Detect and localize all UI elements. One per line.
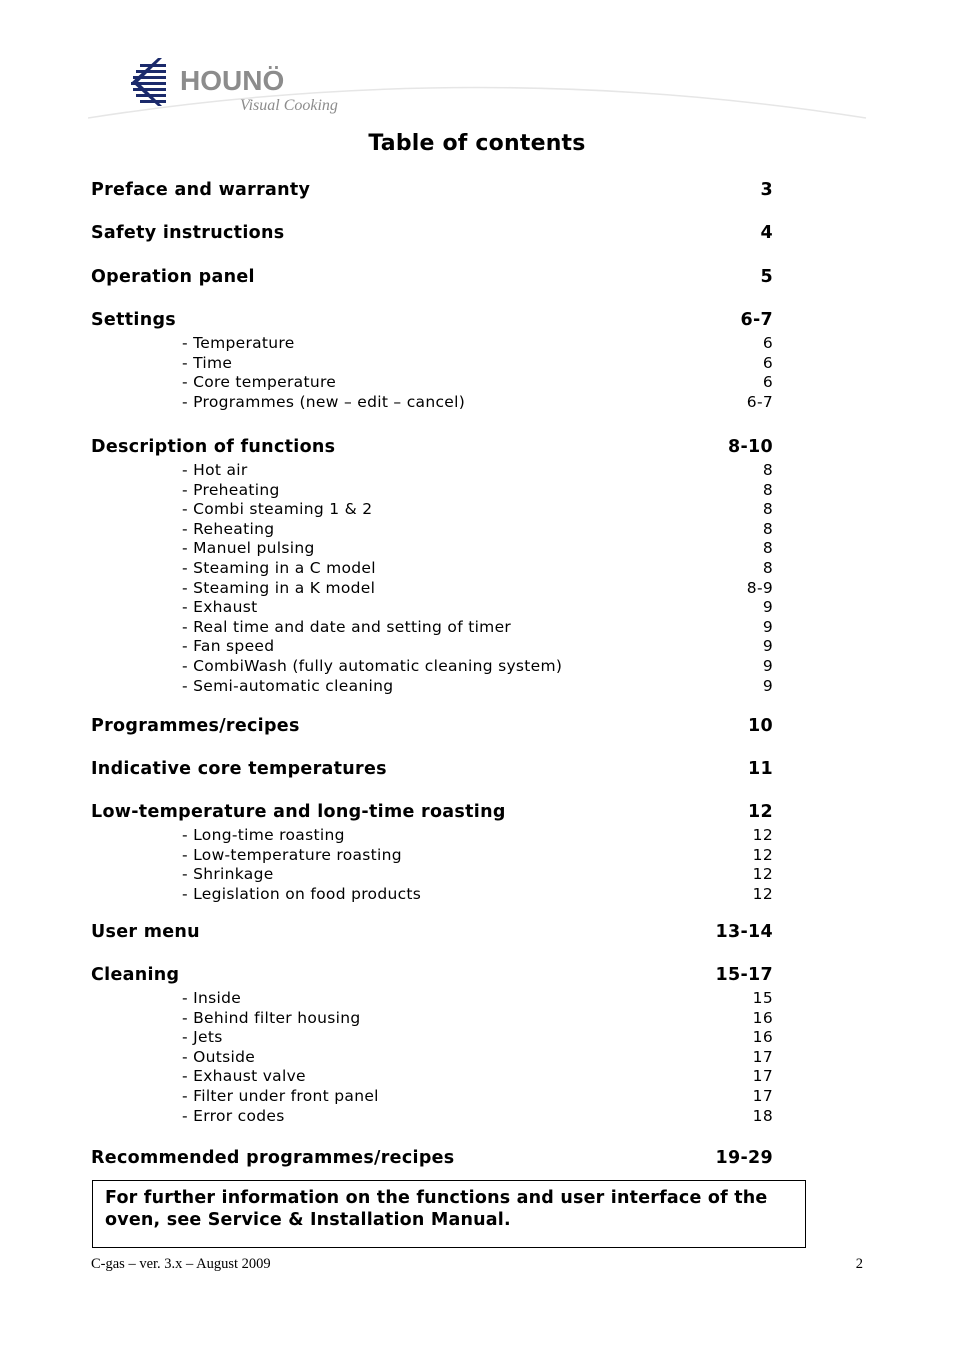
- toc-entry-label: Settings: [91, 310, 177, 330]
- toc-subentry-page: 17: [752, 1087, 773, 1105]
- toc-entry-page: 13-14: [715, 922, 773, 942]
- toc-subentry-page: 12: [752, 884, 773, 903]
- toc-entry-page: 19-29: [715, 1148, 773, 1168]
- toc-subentry-label: - Error codes: [182, 1106, 285, 1125]
- toc-entry: [91, 180, 773, 202]
- toc-subentry-label: - Low-temperature roasting: [182, 845, 402, 864]
- toc-entry-label: Operation panel: [91, 267, 255, 287]
- toc-subentry: [91, 885, 773, 907]
- toc-subentry-page: 8: [762, 480, 773, 499]
- toc-subentry-page: 8-9: [746, 578, 773, 597]
- toc-subentry-label: - Outside: [182, 1047, 256, 1066]
- toc-entry-page: 11: [748, 759, 773, 779]
- toc-subentry-label: - Core temperature: [182, 373, 337, 392]
- toc-subentry-page: 8: [762, 461, 773, 479]
- toc-subentry-label: - Hot air: [182, 461, 248, 479]
- footer-version: C-gas – ver. 3.x – August 2009: [91, 1256, 271, 1272]
- houno-logo: [88, 52, 868, 122]
- toc-subentry-label: - CombiWash (fully automatic cleaning system): [182, 657, 563, 675]
- toc-entry-page: 4: [760, 223, 773, 243]
- toc-entry-page: 15-17: [715, 965, 773, 985]
- toc-subentry-label: - Long-time roasting: [182, 826, 345, 844]
- toc-entry-page: 3: [760, 180, 773, 200]
- toc-subentry-page: 12: [752, 865, 773, 884]
- page-title: Table of contents: [368, 131, 586, 156]
- toc-entry-page: 5: [760, 267, 773, 287]
- toc-subentry-label: - Preheating: [182, 480, 280, 499]
- toc-subentry-page: 16: [752, 1008, 773, 1027]
- toc-subentry-label: - Shrinkage: [182, 865, 274, 884]
- toc-subentry-label: - Steaming in a K model: [182, 578, 376, 597]
- toc-subentry-page: 6: [762, 353, 773, 372]
- toc-entry: [91, 1148, 773, 1170]
- toc-subentry-label: - Fan speed: [182, 637, 275, 656]
- toc-subentry-label: - Inside: [182, 989, 242, 1007]
- toc-subentry-label: - Semi-automatic cleaning: [182, 676, 394, 695]
- note-box: [92, 1180, 806, 1248]
- toc-entry-label: Programmes/recipes: [91, 716, 300, 736]
- toc-subentry-page: 8: [762, 559, 773, 577]
- toc-subentry-label: - Temperature: [182, 334, 295, 352]
- toc-entry-label: Cleaning: [91, 965, 180, 985]
- toc-entry-page: 12: [748, 802, 773, 822]
- toc-entry: [91, 267, 773, 289]
- toc-entry: [91, 716, 773, 738]
- toc-subentry-label: - Behind filter housing: [182, 1008, 361, 1027]
- toc-subentry: [91, 393, 773, 415]
- toc-entry: [91, 310, 773, 332]
- toc-subentry-page: 15: [752, 989, 773, 1007]
- logo-brand: HOUNÖ: [180, 65, 285, 96]
- toc-entry-label: User menu: [91, 922, 200, 942]
- toc-entry-label: Indicative core temperatures: [91, 759, 387, 779]
- toc-entry-label: Recommended programmes/recipes: [91, 1148, 455, 1168]
- toc-subentry-page: 12: [752, 826, 773, 844]
- toc-entry-page: 8-10: [728, 437, 773, 457]
- toc-subentry-label: - Reheating: [182, 519, 275, 538]
- toc-subentry-label: - Manuel pulsing: [182, 539, 315, 558]
- houno-logo-icon: [88, 52, 868, 122]
- toc-entry: [91, 802, 773, 824]
- toc-subentry-label: - Jets: [182, 1028, 223, 1047]
- toc-subentry-page: 9: [762, 657, 773, 675]
- toc-entry-label: Safety instructions: [91, 223, 285, 243]
- toc-subentry-page: 8: [762, 500, 773, 519]
- toc-subentry-page: 6-7: [746, 392, 773, 411]
- toc-subentry-page: 12: [752, 845, 773, 864]
- toc-subentry-label: - Exhaust valve: [182, 1067, 306, 1086]
- toc-entry: [91, 965, 773, 987]
- toc-subentry-page: 9: [762, 676, 773, 695]
- toc-subentry-page: 6: [762, 373, 773, 392]
- toc-subentry-page: 17: [752, 1047, 773, 1066]
- toc-subentry-label: - Legislation on food products: [182, 884, 422, 903]
- toc-subentry-label: - Programmes (new – edit – cancel): [182, 392, 466, 411]
- toc-subentry-page: 18: [752, 1106, 773, 1125]
- toc-subentry: [91, 677, 773, 699]
- toc-subentry: [91, 1107, 773, 1129]
- toc-subentry-page: 9: [762, 617, 773, 636]
- toc-subentry-label: - Filter under front panel: [182, 1087, 379, 1105]
- toc-subentry-page: 9: [762, 637, 773, 656]
- toc-entry: [91, 922, 773, 944]
- footer-page-number: 2: [855, 1256, 863, 1272]
- toc-entry-page: 6-7: [740, 310, 773, 330]
- logo-tagline: Visual Cooking: [240, 97, 338, 114]
- toc-entry: [91, 437, 773, 459]
- toc-subentry-label: - Time: [182, 353, 233, 372]
- toc-subentry-page: 6: [762, 334, 773, 352]
- toc-subentry-label: - Combi steaming 1 & 2: [182, 500, 373, 519]
- toc-subentry-page: 8: [762, 519, 773, 538]
- toc-entry-label: Description of functions: [91, 437, 336, 457]
- toc-entry-label: Preface and warranty: [91, 180, 311, 200]
- toc-entry-page: 10: [748, 716, 773, 736]
- toc-entry-label: Low-temperature and long-time roasting: [91, 802, 506, 822]
- toc-subentry-page: 16: [752, 1028, 773, 1047]
- toc-subentry-page: 9: [762, 598, 773, 617]
- toc-entry: [91, 759, 773, 781]
- toc-subentry-label: - Real time and date and setting of timer: [182, 617, 512, 636]
- toc-subentry-label: - Steaming in a C model: [182, 559, 376, 577]
- toc-subentry-page: 8: [762, 539, 773, 558]
- note-text: For further information on the functions and user interface of the oven, see Service & Installation Manual.: [105, 1188, 768, 1230]
- toc-subentry-page: 17: [752, 1067, 773, 1086]
- toc-entry: [91, 223, 773, 245]
- toc-subentry-label: - Exhaust: [182, 598, 258, 617]
